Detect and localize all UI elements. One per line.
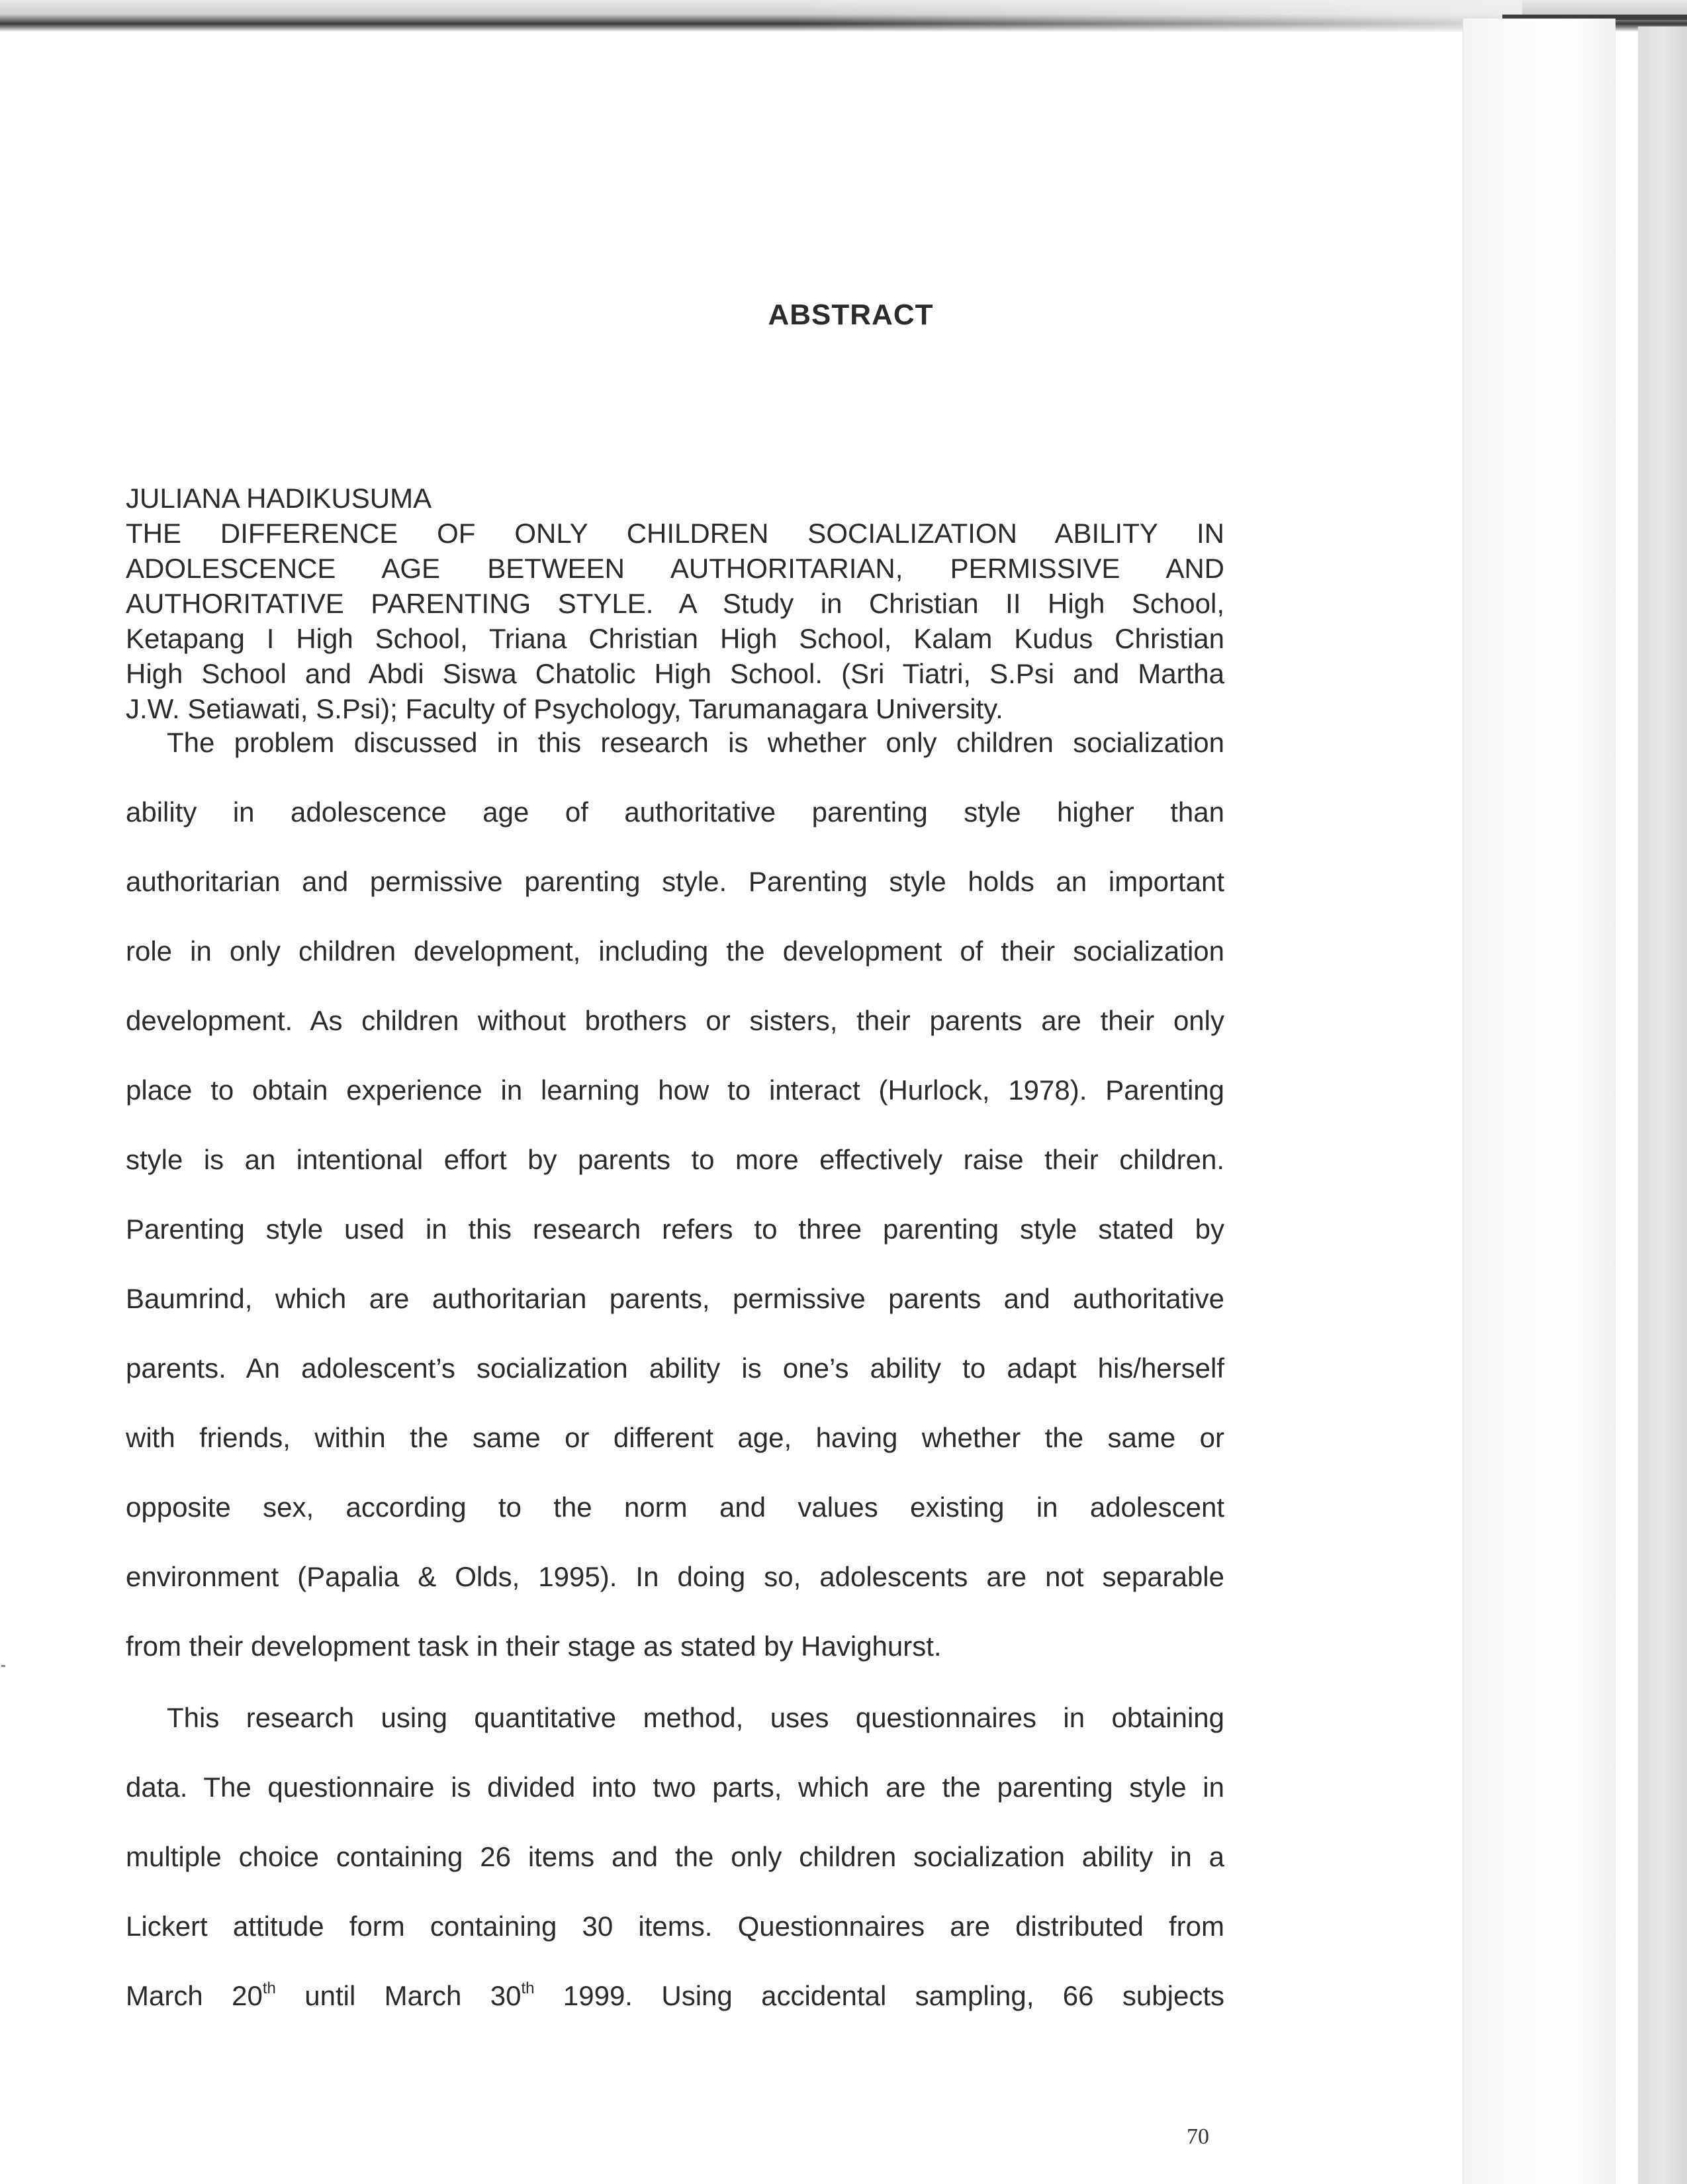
citation-line: Ketapang I High School, Triana Christian High School, Kalam Kudus Christian	[126, 623, 1224, 654]
text-line: environment (Papalia & Olds, 1995). In doing so, adolescents are not separable	[126, 1561, 1224, 1592]
page-number: 70	[1187, 2124, 1209, 2149]
scan-shadow-fade	[794, 0, 1522, 32]
citation-block	[126, 481, 1224, 726]
text-line: place to obtain experience in learning how to interact (Hurlock, 1978). Parenting	[126, 1074, 1224, 1106]
text-line: style is an intentional effort by parents to more effectively raise their children.	[126, 1144, 1224, 1175]
citation-line: High School and Abdi Siswa Chatolic High School. (Sri Tiatri, S.Psi and Martha	[126, 658, 1224, 689]
text-line: Baumrind, which are authoritarian parents, permissive parents and authoritative	[126, 1283, 1224, 1314]
text-line: Lickert attitude form containing 30 items. Questionnaires are distributed from	[126, 1911, 1224, 1942]
text-line: role in only children development, including the development of their socialization	[126, 935, 1224, 967]
abstract-heading: ABSTRACT	[768, 299, 934, 331]
ordinal-suffix: th	[262, 1979, 276, 1997]
citation-line: AUTHORITATIVE PARENTING STYLE. A Study in Christian II High School,	[126, 588, 1224, 619]
citation-line: J.W. Setiawati, S.Psi); Faculty of Psychology, Tarumanagara University.	[126, 693, 1003, 724]
scan-binding-edge	[1638, 26, 1687, 2184]
text-fragment: March 20	[126, 1980, 263, 2011]
citation-line: ADOLESCENCE AGE BETWEEN AUTHORITARIAN, PERMISSIVE AND	[126, 553, 1224, 584]
text-line: from their development task in their stage as stated by Havighurst.	[126, 1631, 942, 1662]
text-line: authoritarian and permissive parenting style. Parenting style holds an important	[126, 866, 1224, 897]
text-line: This research using quantitative method, uses questionnaires in obtaining	[167, 1702, 1224, 1733]
text-line: with friends, within the same or different age, having whether the same or	[126, 1422, 1224, 1453]
citation-line: THE DIFFERENCE OF ONLY CHILDREN SOCIALIZATION ABILITY IN	[126, 518, 1224, 549]
text-line: parents. An adolescent’s socialization ability is one’s ability to adapt his/herself	[126, 1353, 1224, 1384]
author-name: JULIANA HADIKUSUMA	[126, 483, 432, 514]
text-line: data. The questionnaire is divided into two parts, which are the parenting style in	[126, 1772, 1224, 1803]
text-line: development. As children without brothers or sisters, their parents are their only	[126, 1005, 1224, 1036]
text-line: multiple choice containing 26 items and the only children socialization ability in a	[126, 1841, 1224, 1872]
ordinal-suffix: th	[521, 1979, 535, 1997]
text-line	[126, 1979, 1224, 2013]
text-line: The problem discussed in this research is whether only children socialization	[167, 727, 1224, 758]
text-fragment: 1999. Using accidental sampling, 66 subjects	[534, 1980, 1224, 2011]
text-line: Parenting style used in this research refers to three parenting style stated by	[126, 1213, 1224, 1245]
scan-mark	[1, 1665, 5, 1667]
text-line: ability in adolescence age of authoritative parenting style higher than	[126, 796, 1224, 828]
scan-page-spine	[1463, 19, 1616, 2184]
text-line: opposite sex, according to the norm and values existing in adolescent	[126, 1492, 1224, 1523]
text-fragment: until March 30	[275, 1980, 522, 2011]
